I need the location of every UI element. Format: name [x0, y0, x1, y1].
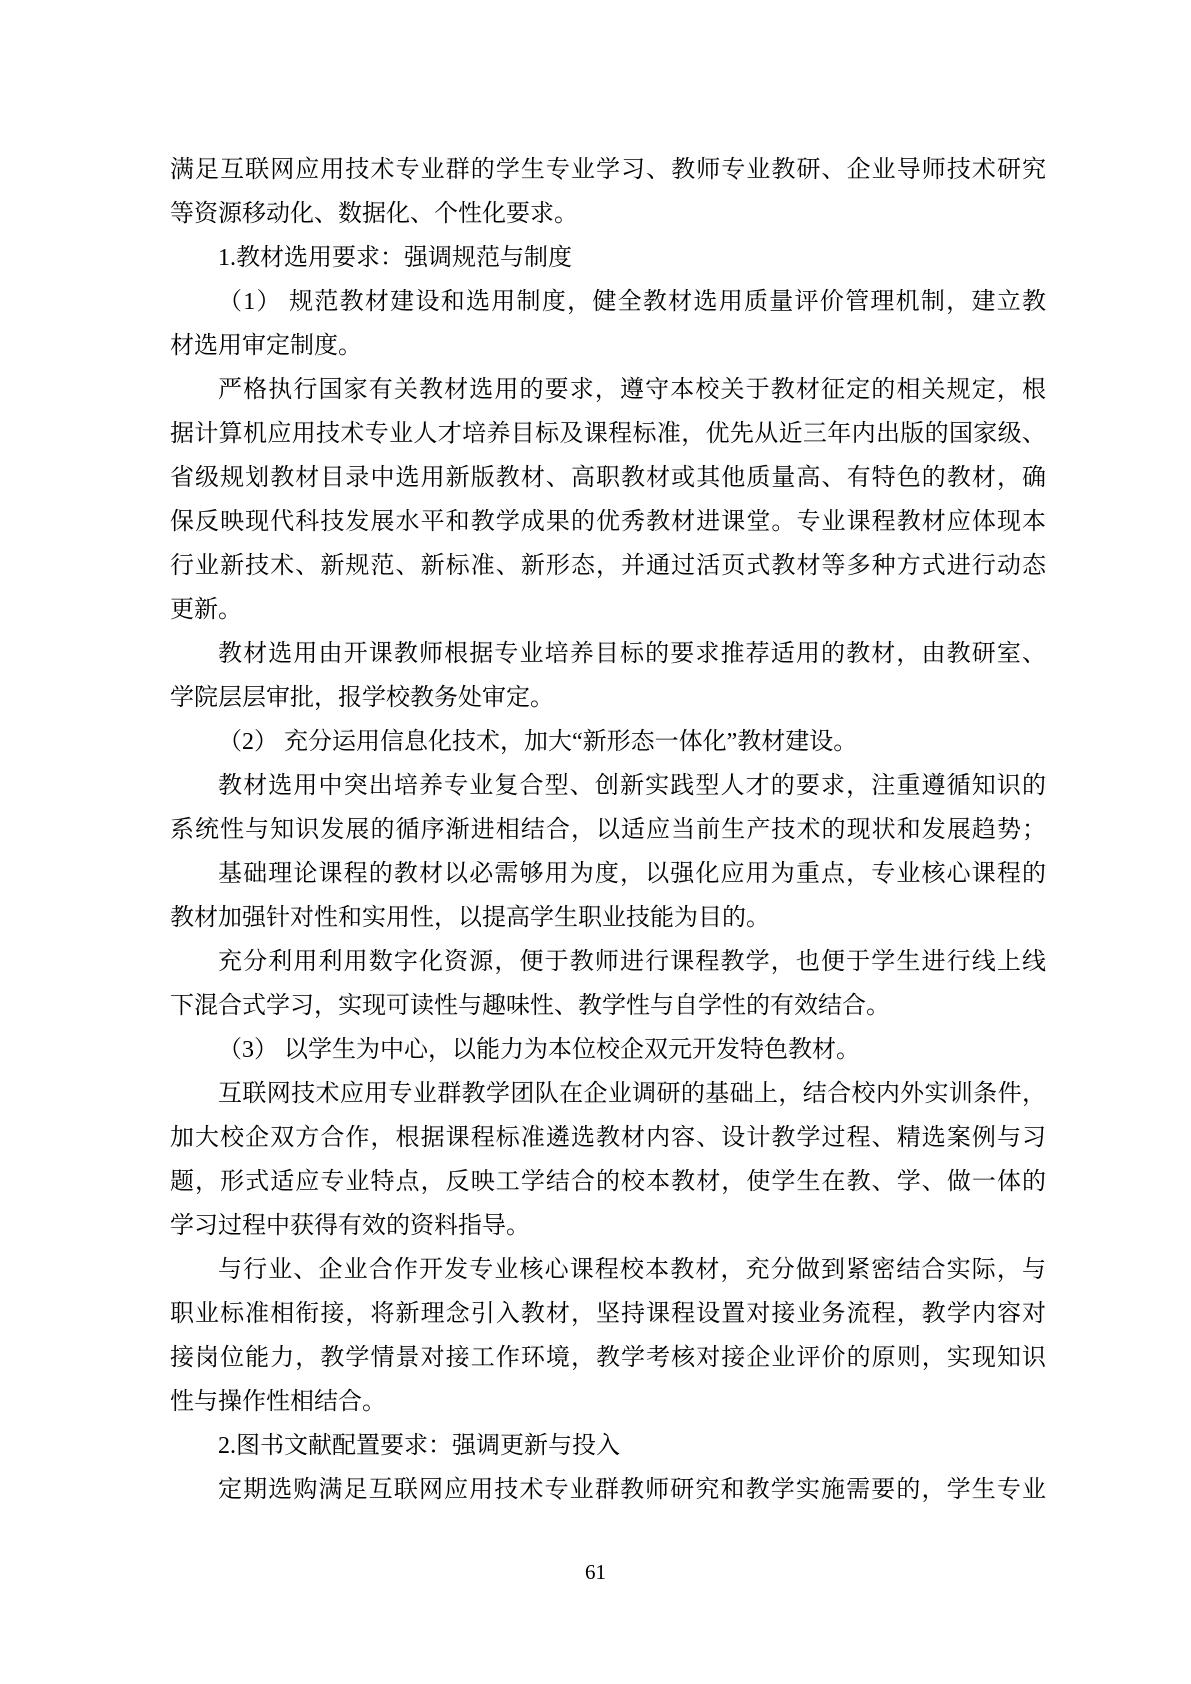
- section-heading: 2.图书文献配置要求：强调更新与投入: [218, 1433, 620, 1459]
- text-line: 教材选用中突出培养专业复合型、创新实践型人才的要求，注重遵循知识的: [218, 773, 1046, 799]
- text-line: 接岗位能力，教学情景对接工作环境，教学考核对接企业评价的原则，实现知识: [170, 1345, 1046, 1371]
- text-line: 定期选购满足互联网应用技术专业群教师研究和教学实施需要的，学生专业: [218, 1477, 1046, 1503]
- text-line: 满足互联网应用技术专业群的学生专业学习、教师专业教研、企业导师技术研究: [170, 157, 1046, 183]
- section-heading: 1.教材选用要求：强调规范与制度: [218, 245, 572, 271]
- page-number: 61: [585, 1560, 606, 1584]
- text-line: 性与操作性相结合。: [170, 1389, 386, 1415]
- text-line: 学院层层审批，报学校教务处审定。: [170, 685, 554, 711]
- text-line: 学习过程中获得有效的资料指导。: [170, 1213, 530, 1239]
- text-line: 基础理论课程的教材以必需够用为度，以强化应用为重点，专业核心课程的: [218, 861, 1046, 887]
- text-line: （2） 充分运用信息化技术，加大“新形态一体化”教材建设。: [218, 729, 858, 755]
- text-line: 行业新技术、新规范、新标准、新形态，并通过活页式教材等多种方式进行动态: [170, 553, 1046, 579]
- text-line: 更新。: [170, 597, 242, 623]
- text-line: （3） 以学生为中心，以能力为本位校企双元开发特色教材。: [218, 1037, 860, 1063]
- document-body: [170, 148, 1046, 1512]
- text-line: （1） 规范教材建设和选用制度，健全教材选用质量评价管理机制，建立教: [218, 289, 1046, 315]
- text-line: 教材加强针对性和实用性，以提高学生职业技能为目的。: [170, 905, 770, 931]
- text-line: 题，形式适应专业特点，反映工学结合的校本教材，使学生在教、学、做一体的: [170, 1169, 1046, 1195]
- text-line: 与行业、企业合作开发专业核心课程校本教材，充分做到紧密结合实际，与: [218, 1257, 1046, 1283]
- text-line: 下混合式学习，实现可读性与趣味性、教学性与自学性的有效结合。: [170, 993, 890, 1019]
- text-line: 互联网技术应用专业群教学团队在企业调研的基础上，结合校内外实训条件，: [218, 1081, 1046, 1107]
- text-line: 加大校企双方合作，根据课程标准遴选教材内容、设计教学过程、精选案例与习: [170, 1125, 1046, 1151]
- text-line: 据计算机应用技术专业人才培养目标及课程标准，优先从近三年内出版的国家级、: [170, 421, 1046, 447]
- text-line: 充分利用利用数字化资源，便于教师进行课程教学，也便于学生进行线上线: [218, 949, 1046, 975]
- text-line: 省级规划教材目录中选用新版教材、高职教材或其他质量高、有特色的教材，确: [170, 465, 1046, 491]
- text-line: 材选用审定制度。: [170, 333, 362, 359]
- text-line: 系统性与知识发展的循序渐进相结合，以适应当前生产技术的现状和发展趋势；: [170, 817, 1046, 843]
- text-line: 保反映现代科技发展水平和教学成果的优秀教材进课堂。专业课程教材应体现本: [170, 509, 1046, 535]
- text-line: 严格执行国家有关教材选用的要求，遵守本校关于教材征定的相关规定，根: [218, 377, 1046, 403]
- text-line: 职业标准相衔接，将新理念引入教材，坚持课程设置对接业务流程，教学内容对: [170, 1301, 1046, 1327]
- text-line: 等资源移动化、数据化、个性化要求。: [170, 201, 578, 227]
- text-line: 教材选用由开课教师根据专业培养目标的要求推荐适用的教材，由教研室、: [218, 641, 1046, 667]
